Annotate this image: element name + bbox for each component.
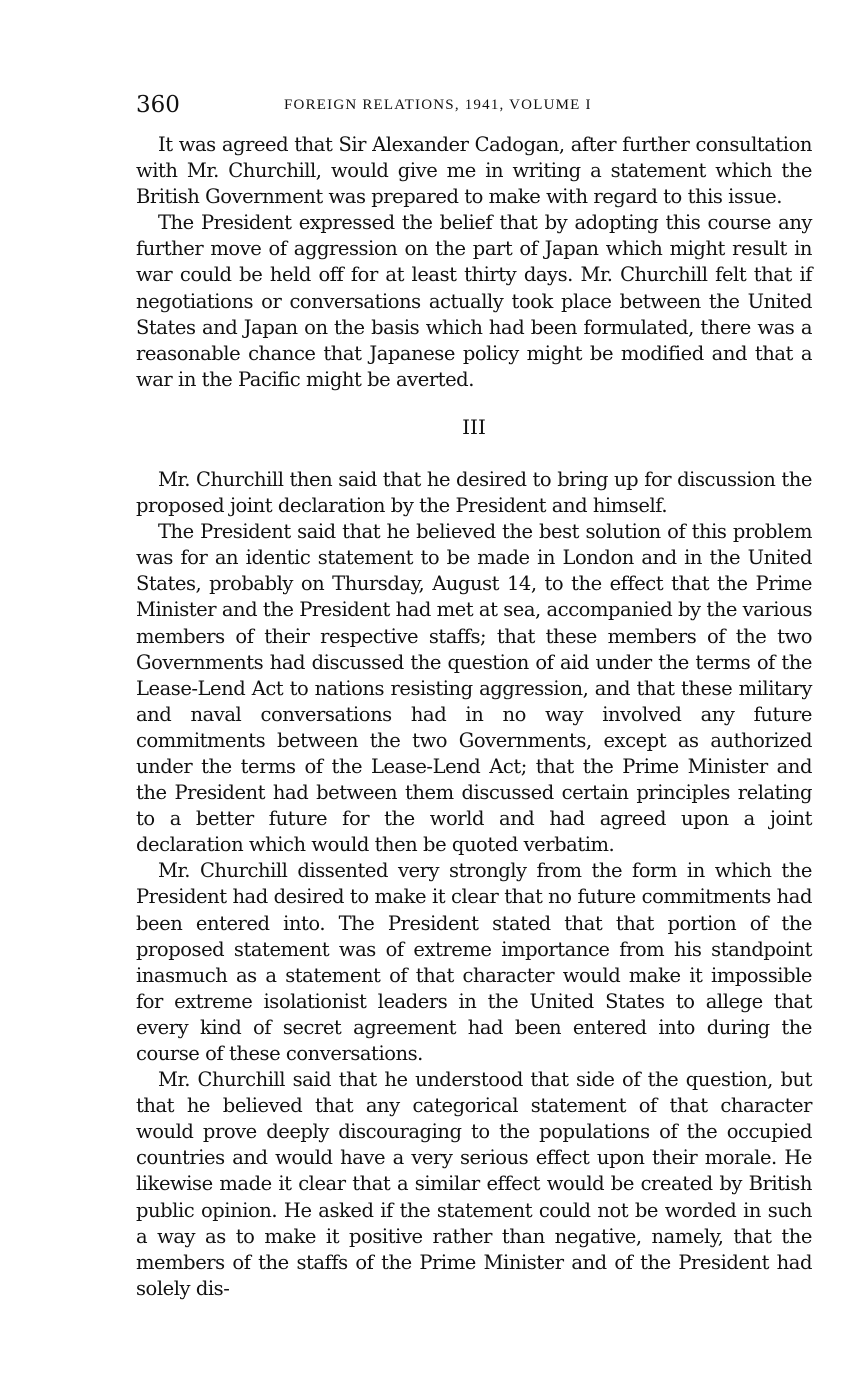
paragraph: Mr. Churchill said that he understood that side of the question, but that he believed that any categorical statement of that character would prove deeply discouraging to the populations of the occupied countries and would have a very serious effect upon their morale. He likewise made it clear that a similar effect would be created by British public opinion. He asked if the statement could not be worded in such a way as to make it positive rather than negative, namely, that the members of the staffs of the Prime Minister and of the President had solely dis- xyxy=(136,1068,812,1300)
paragraph: It was agreed that Sir Alexander Cadogan, after further consultation with Mr. Churchill, would give me in writing a statement which the British Government was prepared to make with regard to this issue. xyxy=(136,133,812,209)
paragraph: The President said that he believed the best solution of this problem was for an identic statement to be made in London and in the United States, probably on Thursday, August 14, to the effect that the Prime Minister and the President had met at sea, accompanied by the various members of their respective staffs; that these members of the two Governments had discussed the question of aid under the terms of the Lease-Lend Act to nations resisting aggression, and that these military and naval conversations had in no way involved any future commitments between the two Governments, except as authorized under the terms of the Lease-Lend Act; that the Prime Minister and the President had between them discussed certain principles relating to a better future for the world and had agreed upon a joint declaration which would then be quoted verbatim. xyxy=(136,520,813,857)
body-text xyxy=(136,132,812,1302)
paragraph: The President expressed the belief that by adopting this course any further move of aggression on the part of Japan which might result in war could be held off for at least thirty days. Mr. Churchill felt that if negotiations or conversations actually took place between the United States and Japan on the basis which had been formulated, there was a reasonable chance that Japanese policy might be modified and that a war in the Pacific might be averted. xyxy=(136,211,812,391)
running-head xyxy=(136,90,812,120)
running-title: FOREIGN RELATIONS, 1941, VOLUME I xyxy=(284,97,592,113)
paragraph: Mr. Churchill dissented very strongly from the form in which the President had desired to make it clear that no future commitments had been entered into. The President stated that that portion of the proposed statement was of extreme importance from his standpoint inasmuch as a statement of that character would make it impossible for extreme isolationist leaders in the United States to allege that every kind of secret agreement had been entered into during the course of these conversations. xyxy=(136,859,812,1065)
section-heading: III xyxy=(462,414,486,439)
paragraph: Mr. Churchill then said that he desired to bring up for discussion the proposed joint declaration by the President and himself. xyxy=(136,467,812,518)
page-number: 360 xyxy=(136,92,180,118)
